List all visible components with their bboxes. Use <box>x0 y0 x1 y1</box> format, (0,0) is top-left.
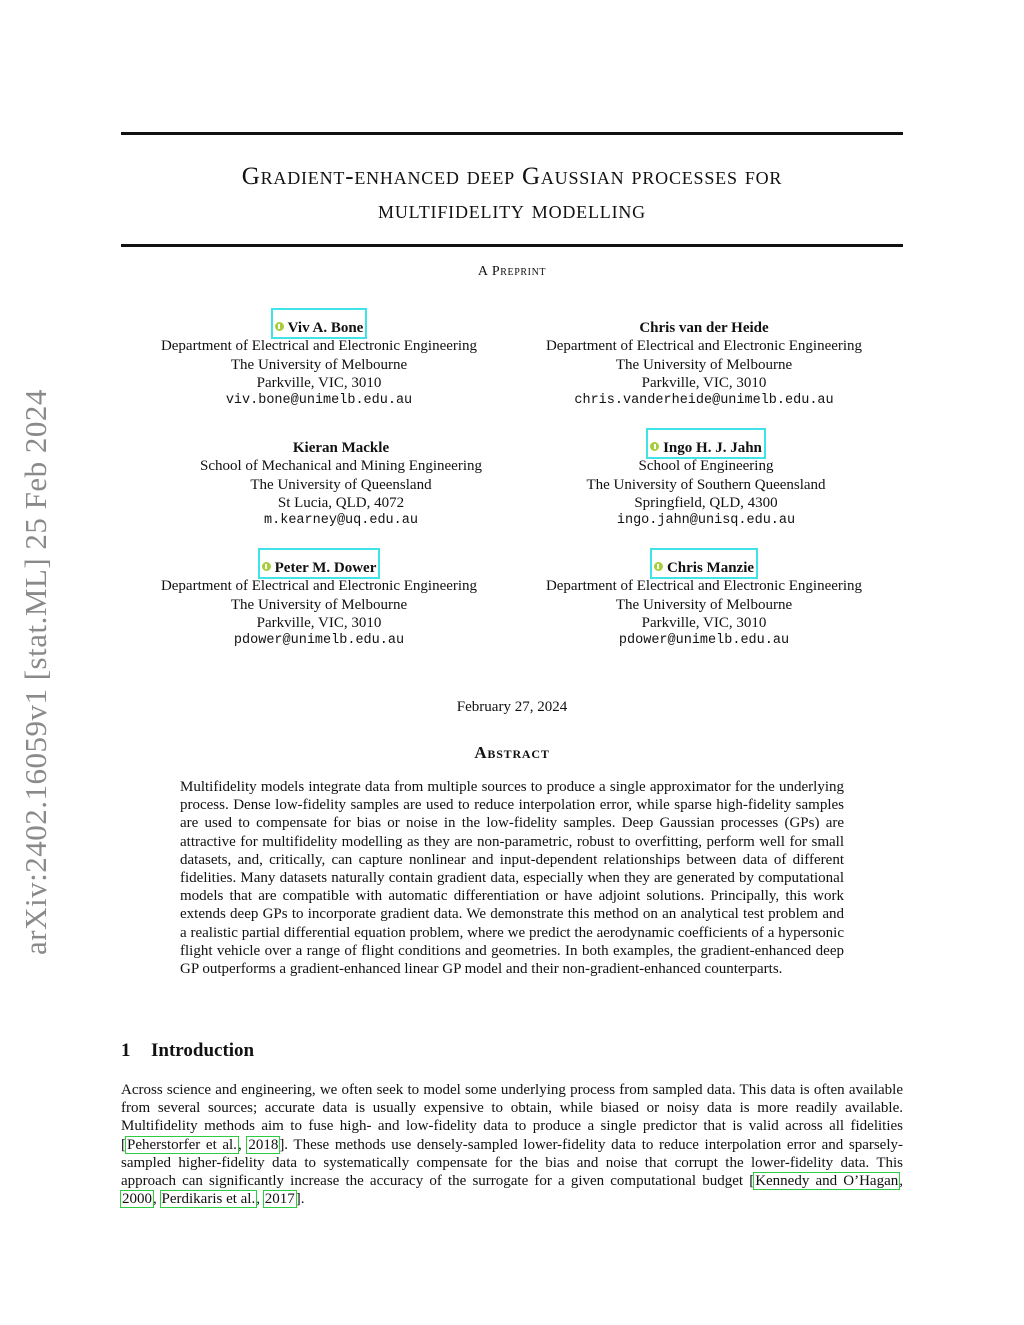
title-line-1: Gradient-enhanced deep Gaussian processes for <box>241 163 783 190</box>
paper-title <box>121 160 903 228</box>
author-email: pdower@unimelb.edu.au <box>618 633 790 649</box>
section-number: 1 <box>121 1040 131 1061</box>
author-name-link[interactable] <box>273 310 366 337</box>
author-email: pdower@unimelb.edu.au <box>233 633 405 649</box>
author-location: Parkville, VIC, 3010 <box>641 614 767 631</box>
orcid-icon[interactable] <box>654 562 663 571</box>
author-name: Chris Manzie <box>666 560 755 576</box>
abstract-text: Multifidelity models integrate data from multiple sources to produce a single approximator for the underlying process. Dense low-fidelity samples are used to reduce interpolation error, while sparse high-fidelity samples are used to compensate for bias or noise in the low-fidelity samples. Deep Gaussian processes (GPs) are attractive for multifidelity modelling as they are non-parametric, robust to overfitting, perform well for small datasets, and, critically, can capture nonlinear and input-dependent relationships between data of different fidelities. Many datasets naturally contain gradient data, especially when they are generated by computational models that are compatible with automatic differentiation or have adjoint solutions. Principally, this work extends deep GPs to incorporate gradient data. We demonstrate this method on an analytical test problem and a realistic partial differential equation problem, where we predict the aerodynamic coefficients of a hypersonic flight vehicle over a range of flight conditions and geometries. In both examples, the gradient-enhanced deep GP outperforms a gradient-enhanced linear GP model and their non-gradient-enhanced counterparts. <box>180 779 844 978</box>
orcid-icon[interactable] <box>275 322 284 331</box>
author-name-link[interactable] <box>648 430 764 457</box>
introduction-paragraph: Across science and engineering, we often seek to model some underlying process from sampled data. This data is often available from several sources; accurate data is usually expensive to obtain, while biased or noisy data is more readily available. Multifidelity methods aim to fuse high- and low-fidelity data to produce a single predictor that is valid across all fidelities [Peherstorfer et al., 2018]. These methods use densely-sampled lower-fidelity data to reduce interpolation error and sparsely-sampled higher-fidelity data to systematically compensate for the bias and noise that corrupt the lower-fidelity data. This approach can significantly increase the accuracy of the surrogate for a given computational budget [Kennedy and O’Hagan, 2000, Perdikaris et al., 2017]. <box>121 1082 904 1208</box>
author-name-link[interactable] <box>260 550 379 577</box>
author-location: Parkville, VIC, 3010 <box>256 374 382 391</box>
author-name: Ingo H. J. Jahn <box>663 440 762 456</box>
author-department: Department of Electrical and Electronic Engineering <box>160 578 478 595</box>
citation-link[interactable]: 2018 <box>248 1136 279 1153</box>
author-department: School of Mechanical and Mining Engineering <box>199 458 482 475</box>
author-email: chris.vanderheide@unimelb.edu.au <box>574 393 834 409</box>
author-university: The University of Melbourne <box>615 596 793 613</box>
title-rule-bottom <box>121 244 903 247</box>
section-title: Introduction <box>151 1040 255 1061</box>
orcid-icon[interactable] <box>650 442 659 451</box>
orcid-icon[interactable] <box>262 562 271 571</box>
author-location: Springfield, QLD, 4300 <box>634 494 778 511</box>
author-block <box>134 559 504 650</box>
author-block <box>156 439 526 530</box>
author-name-link[interactable] <box>652 550 756 577</box>
author-department: School of Engineering <box>638 458 774 475</box>
author-email: viv.bone@unimelb.edu.au <box>225 393 413 409</box>
arxiv-identifier[interactable]: arXiv:2402.16059v1 [stat.ML] 25 Feb 2024 <box>18 389 53 955</box>
author-block <box>134 319 504 410</box>
preprint-label: A Preprint <box>477 264 547 279</box>
author-location: Parkville, VIC, 3010 <box>256 614 382 631</box>
citation-link[interactable]: Peherstorfer et al. <box>127 1136 237 1153</box>
author-name: Kieran Mackle <box>292 440 390 456</box>
author-location: Parkville, VIC, 3010 <box>641 374 767 391</box>
citation-link[interactable]: 2017 <box>264 1191 295 1208</box>
title-rule-top <box>121 132 903 135</box>
paragraph-text: ]. <box>295 1191 305 1208</box>
author-block <box>519 319 889 410</box>
citation-link[interactable]: Perdikaris et al. <box>161 1191 256 1208</box>
author-email: m.kearney@uq.edu.au <box>264 513 418 529</box>
citation-link[interactable]: Kennedy and O’Hagan <box>755 1173 899 1190</box>
author-department: Department of Electrical and Electronic Engineering <box>545 338 863 355</box>
author-block <box>519 559 889 650</box>
author-university: The University of Melbourne <box>615 356 793 373</box>
author-university: The University of Melbourne <box>230 596 408 613</box>
author-department: Department of Electrical and Electronic Engineering <box>160 338 478 355</box>
author-university: The University of Melbourne <box>230 356 408 373</box>
paragraph-text: ]. These methods use densely-sampled lower-fidelity data to reduce interpolation error and sparsely-sampled higher-fidelity data to systematically compensate for the bias and noise that corrupt the lower-fidelity data. This approach can significantly increase the accuracy of the surrogate for a given computational budget [ <box>121 1136 904 1190</box>
author-block <box>521 439 891 530</box>
abstract-heading: Abstract <box>474 743 550 762</box>
publication-date: February 27, 2024 <box>456 699 568 715</box>
author-name: Chris van der Heide <box>639 320 769 336</box>
author-department: Department of Electrical and Electronic Engineering <box>545 578 863 595</box>
author-email: ingo.jahn@unisq.edu.au <box>616 513 796 529</box>
title-line-2: multifidelity modelling <box>378 197 646 224</box>
author-university: The University of Southern Queensland <box>586 476 826 493</box>
citation-link[interactable]: 2000 <box>122 1191 152 1208</box>
author-name: Peter M. Dower <box>274 560 377 576</box>
section-heading <box>121 1040 254 1062</box>
author-name: Viv A. Bone <box>287 320 364 336</box>
author-university: The University of Queensland <box>250 476 432 493</box>
author-location: St Lucia, QLD, 4072 <box>277 494 405 511</box>
paragraph-text: Across science and engineering, we often seek to model some underlying process from sampled data. This data is often available from several sources; accurate data is usually expensive to obtain, while biased or noisy data is more readily available. Multifidelity methods aim to fuse high- and low-fidelity data to produce a single predictor that is valid across all fidelities [ <box>121 1082 903 1153</box>
